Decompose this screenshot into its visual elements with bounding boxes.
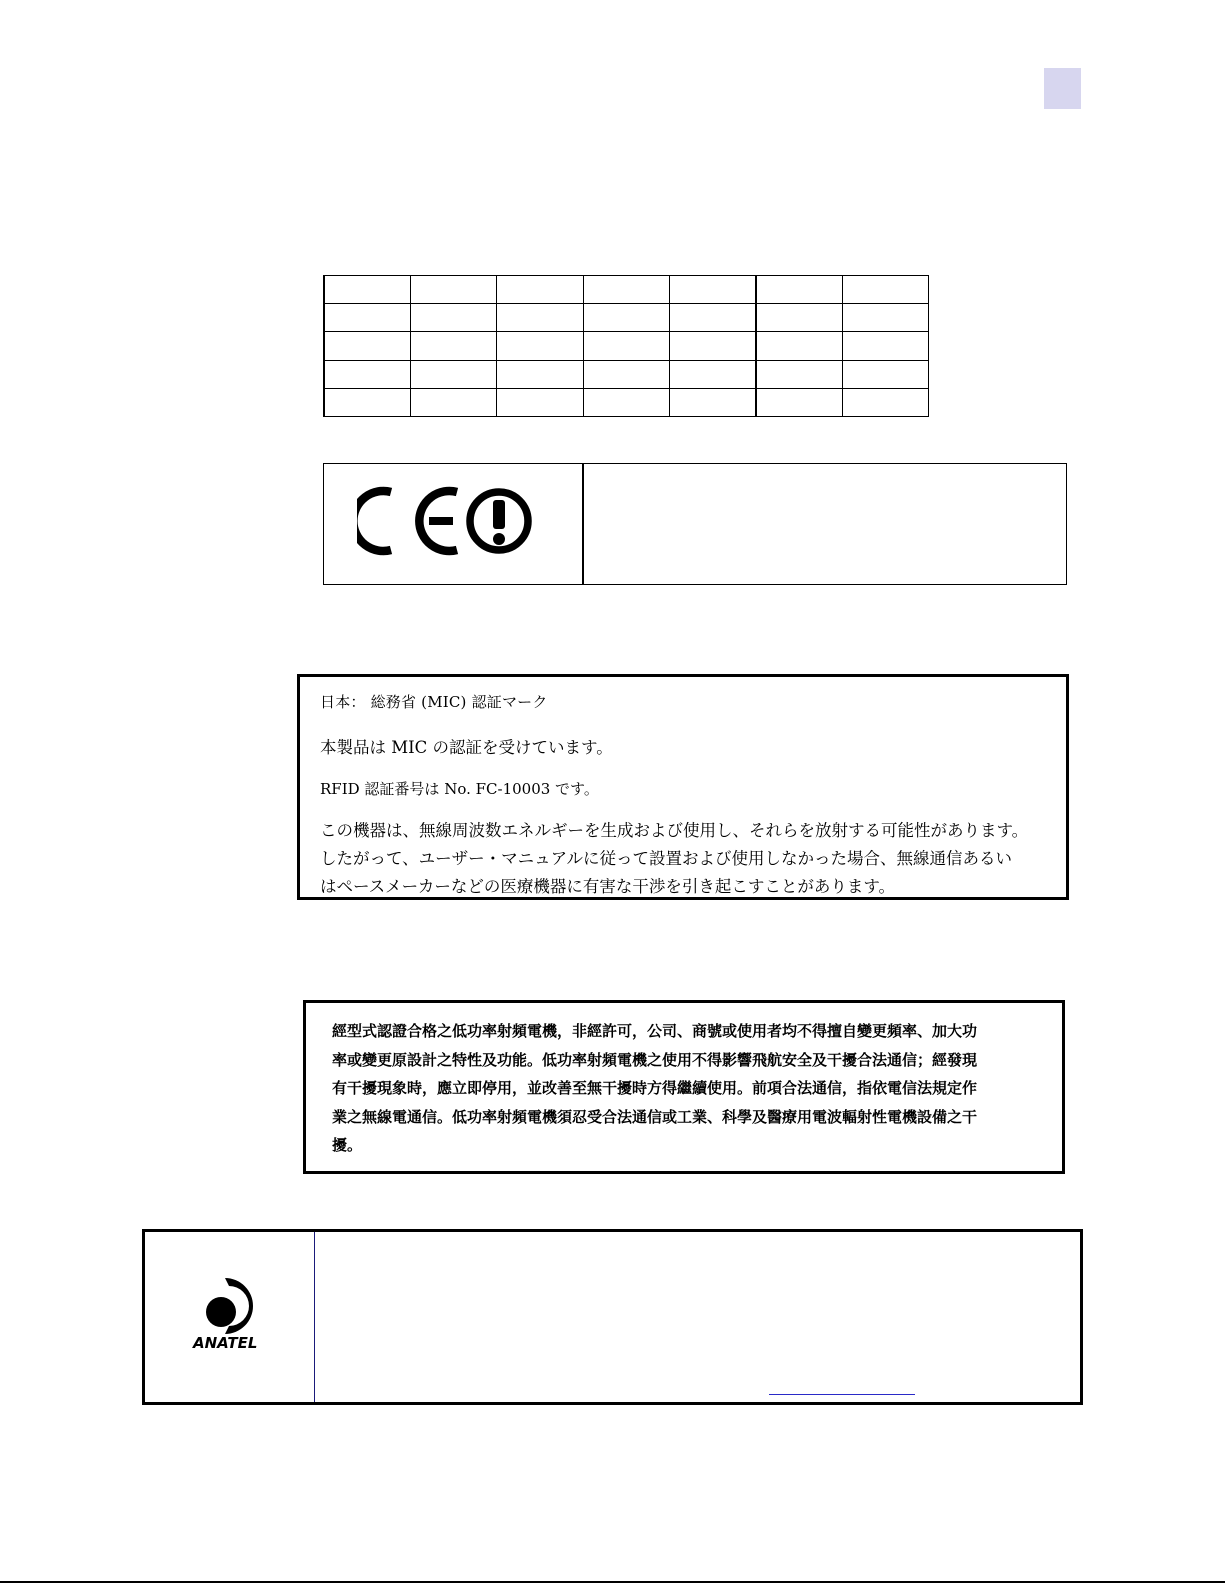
japan-notice-para-line: はペースメーカーなどの医療機器に有害な干渉を引き起こすことがあります。 xyxy=(320,877,896,896)
table-cell xyxy=(842,276,928,304)
table-cell xyxy=(497,388,583,416)
table-cell xyxy=(756,332,842,360)
table-cell xyxy=(756,388,842,416)
ce-logo-cell xyxy=(324,464,584,584)
table-cell xyxy=(842,360,928,388)
japan-notice-para-line: この機器は、無線周波数エネルギーを生成および使用し、それらを放射する可能性があります。 xyxy=(320,821,1029,840)
table-cell xyxy=(842,388,928,416)
table-cell xyxy=(324,332,410,360)
japan-notice-line: 本製品は MIC の認証を受けています。 xyxy=(320,738,613,757)
table-cell xyxy=(497,276,583,304)
table-cell xyxy=(756,360,842,388)
table-cell xyxy=(497,332,583,360)
table-cell xyxy=(756,276,842,304)
table-cell xyxy=(324,360,410,388)
taiwan-notice-line: 有干擾現象時，應立即停用，並改善至無干擾時方得繼續使用。前項合法通信，指依電信法規定作 xyxy=(332,1079,978,1097)
japan-notice-paragraph xyxy=(320,817,1048,901)
table-cell xyxy=(410,276,496,304)
japan-notice-rfid-number: RFID 認証番号は No. FC-10003 です。 xyxy=(320,780,599,798)
table-row xyxy=(324,332,929,360)
table-cell xyxy=(583,276,669,304)
taiwan-notice-line: 經型式認證合格之低功率射頻電機，非經許可，公司、商號或使用者均不得擅自變更頻率、加大功 xyxy=(332,1022,978,1040)
page-bottom-rule xyxy=(0,1581,1225,1583)
japan-notice-para-line: したがって、ユーザー・マニュアルに従って設置および使用しなかった場合、無線通信あるい xyxy=(320,849,1013,868)
anatel-link[interactable] xyxy=(769,1394,915,1395)
ce-text-cell xyxy=(584,464,1066,584)
table-cell xyxy=(324,388,410,416)
ce-alert-mark-icon xyxy=(357,486,537,556)
table-cell xyxy=(756,304,842,332)
taiwan-ncc-notice xyxy=(303,1000,1065,1174)
taiwan-notice-line: 擾。 xyxy=(332,1136,363,1154)
anatel-text-cell xyxy=(315,1232,1080,1402)
table-cell xyxy=(583,304,669,332)
table-cell xyxy=(669,276,755,304)
table-cell xyxy=(669,360,755,388)
table-cell xyxy=(410,360,496,388)
country-table xyxy=(323,275,929,417)
page-tab-marker xyxy=(1044,68,1081,109)
taiwan-notice-line: 業之無線電通信。低功率射頻電機須忍受合法通信或工業、科學及醫療用電波輻射性電機設備之干 xyxy=(332,1107,978,1126)
table-cell xyxy=(324,276,410,304)
table-cell xyxy=(583,360,669,388)
table-cell xyxy=(583,332,669,360)
ce-mark-box xyxy=(323,463,1067,585)
table-row xyxy=(324,304,929,332)
table-cell xyxy=(324,304,410,332)
table-cell xyxy=(583,388,669,416)
taiwan-notice-line: 率或變更原設計之特性及功能。低功率射頻電機之使用不得影響飛航安全及干擾合法通信；經發現 xyxy=(332,1050,978,1069)
table-row xyxy=(324,388,929,416)
table-cell xyxy=(497,360,583,388)
anatel-logo-cell xyxy=(145,1232,315,1402)
table-cell xyxy=(410,304,496,332)
table-cell xyxy=(410,388,496,416)
table-row xyxy=(324,360,929,388)
table-cell xyxy=(410,332,496,360)
table-row xyxy=(324,276,929,304)
anatel-logo-icon xyxy=(191,1272,267,1350)
japan-notice-heading: 日本： 総務省 (MIC) 認証マーク xyxy=(320,693,548,711)
japan-mic-notice xyxy=(297,674,1069,900)
table-cell xyxy=(669,332,755,360)
table-cell xyxy=(842,304,928,332)
table-cell xyxy=(669,304,755,332)
table-cell xyxy=(842,332,928,360)
anatel-notice-box xyxy=(142,1229,1083,1405)
table-cell xyxy=(669,388,755,416)
anatel-logo-text: ANATEL xyxy=(193,1334,258,1350)
table-cell xyxy=(497,304,583,332)
